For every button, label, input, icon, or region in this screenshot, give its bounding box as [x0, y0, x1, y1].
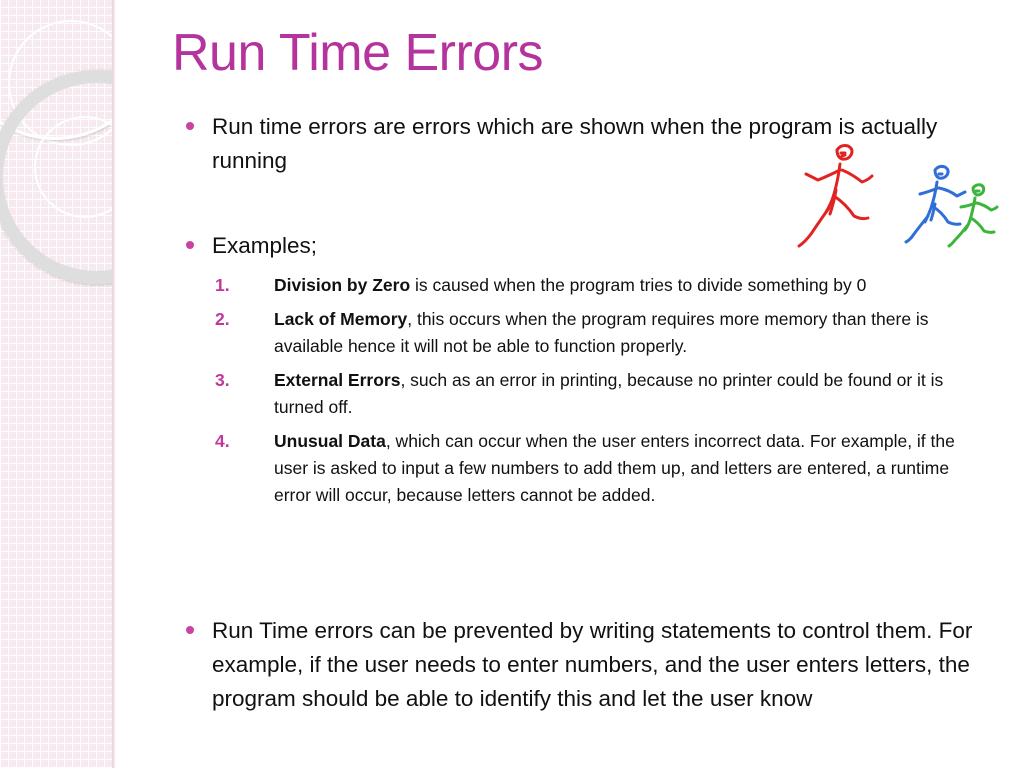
decorative-side-panel	[0, 0, 112, 768]
list-item	[215, 306, 985, 360]
list-text: , such as an error in printing, because no printer could be found or it is turned off.	[274, 370, 944, 417]
running-people-icon	[795, 140, 1015, 270]
side-panel-edge	[112, 0, 115, 768]
list-number: 2.	[215, 309, 230, 329]
bullet-text: Run time errors are errors which are shown when the program is actually running	[212, 114, 938, 173]
list-term: Unusual Data	[274, 431, 386, 451]
list-term: Lack of Memory	[274, 309, 408, 329]
list-number: 3.	[215, 370, 230, 390]
bullet-dot-icon	[186, 626, 194, 634]
bullet-text: Examples;	[212, 233, 318, 258]
bullet-dot-icon	[186, 122, 194, 130]
list-item	[215, 272, 985, 299]
list-number: 4.	[215, 431, 230, 451]
bullet-item	[212, 614, 1002, 716]
list-number: 1.	[215, 275, 230, 295]
list-term: External Errors	[274, 370, 401, 390]
list-text: , which can occur when the user enters incorrect data. For example, if the user is asked to input a few numbers to add them up, and letters are entered, a runtime error will occur, because letters cannot be added.	[274, 431, 955, 505]
bullet-item	[212, 229, 612, 263]
list-item	[215, 428, 985, 509]
list-text: is caused when the program tries to divide something by 0	[410, 275, 867, 295]
runner-blue	[906, 166, 965, 242]
list-item	[215, 367, 985, 421]
list-term: Division by Zero	[274, 275, 411, 295]
examples-list	[215, 272, 985, 516]
bullet-dot-icon	[186, 241, 194, 249]
slide-title: Run Time Errors	[172, 24, 544, 82]
list-text: , this occurs when the program requires more memory than there is available hence it will not be able to function properly.	[274, 309, 929, 356]
bullet-text: Run Time errors can be prevented by writing statements to control them. For example, if the user needs to enter numbers, and the user enters letters, the program should be able to identify this and let the user know	[212, 618, 973, 711]
runner-red	[799, 146, 872, 247]
